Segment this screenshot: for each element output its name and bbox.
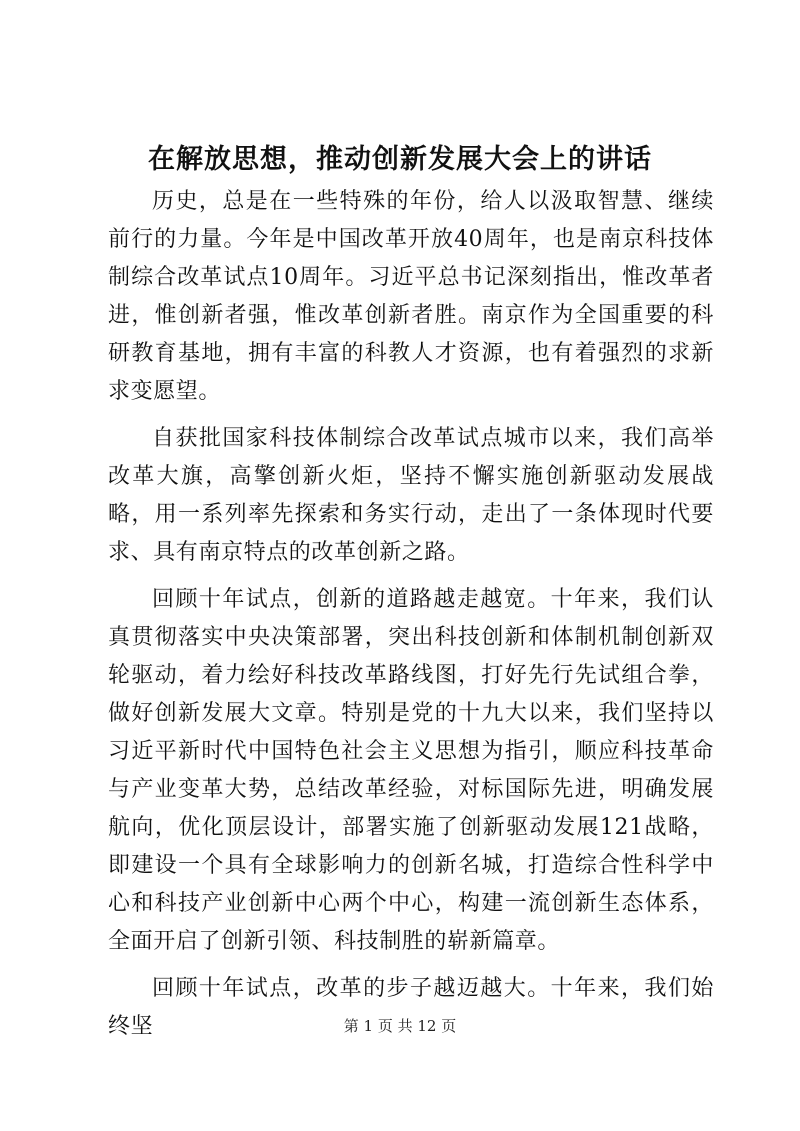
document-title: 在解放思想，推动创新发展大会上的讲话 — [148, 144, 652, 175]
page-number-footer: 第 1 页 共 12 页 — [343, 1017, 457, 1035]
paragraph-4: 回顾十年试点，改革的步子越迈越大。十年来，我们始终坚 — [108, 976, 714, 1039]
paragraph-2: 自获批国家科技体制综合改革试点城市以来，我们高举改革大旗，高擎创新火炬，坚持不懈实施创新驱动发展战略，用一系列率先探索和务实行动，走出了一条体现时代要求、具有南京特点的改革创新之路。 — [108, 426, 714, 565]
paragraph-3: 回顾十年试点，创新的道路越走越宽。十年来，我们认真贯彻落实中央决策部署，突出科技创新和体制机制创新双轮驱动，着力绘好科技改革路线图，打好先行先试组合拳，做好创新发展大文章。特别是党的十九大以来，我们坚持以习近平新时代中国特色社会主义思想为指引，顺应科技革命与产业变革大势，总结改革经验，对标国际先进，明确发展航向，优化顶层设计，部署实施了创新驱动发展121战略，即建设一个具有全球影响力的创新名城，打造综合性科学中心和科技产业创新中心两个中心，构建一流创新生态体系，全面开启了创新引领、科技制胜的崭新篇章。 — [108, 587, 714, 954]
paragraph-1: 历史，总是在一些特殊的年份，给人以汲取智慧、继续前行的力量。今年是中国改革开放40周年，也是南京科技体制综合改革试点10周年。习近平总书记深刻指出，惟改革者进，惟创新者强，惟改革创新者胜。南京作为全国重要的科研教育基地，拥有丰富的科教人才资源，也有着强烈的求新求变愿望。 — [108, 189, 714, 404]
document-body — [108, 183, 714, 1055]
